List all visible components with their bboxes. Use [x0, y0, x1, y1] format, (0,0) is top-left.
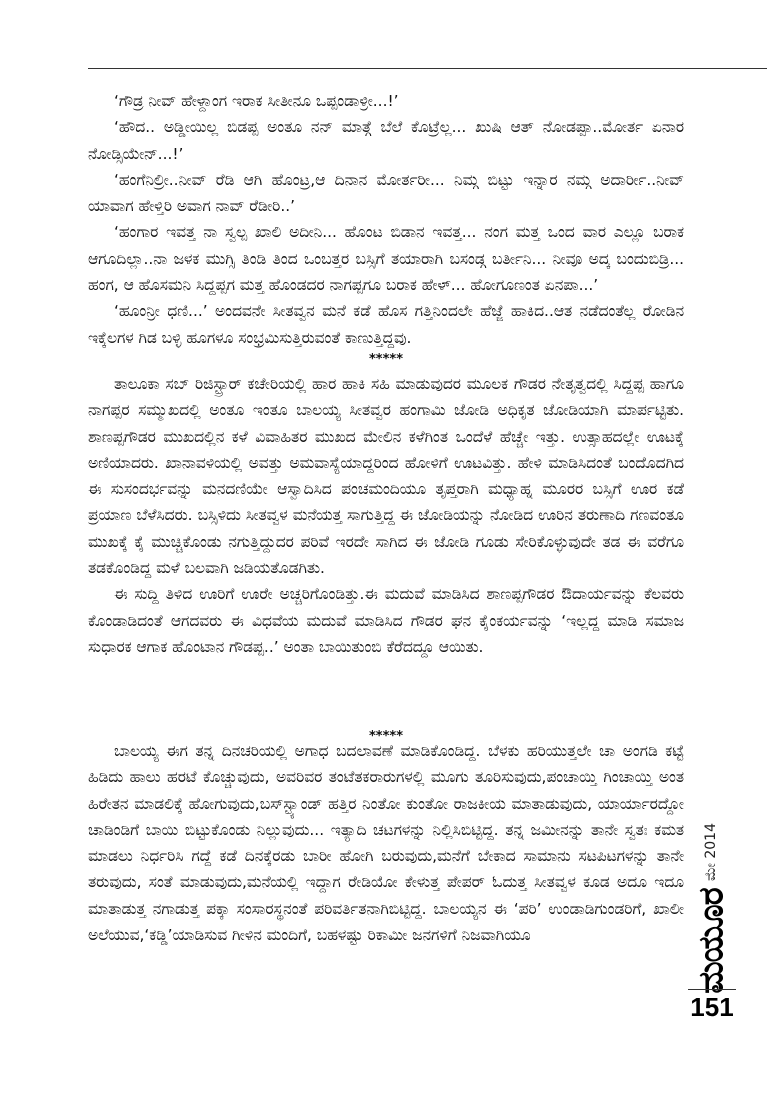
dialogue-paragraph: ‘ಹಂಗೆನಿಲ್ರೀ..ನೀವ್ ರೆಡಿ ಆಗಿ ಹೊಂಟ್ರ,ಆ ದಿನಾನ ಮೋರ್ತರೀ... ನಿಮ್ಗ ಬಿಟ್ಟು ಇನ್ನಾರ ನಮ್ಗ ಅದಾರ್ರೀ..ನೀವ್ ಯಾವಾಗ ಹೇಳ್ತಿರಿ ಅವಾಗ ನಾವ್ ರೆಡೀರಿ..’ — [88, 170, 684, 216]
body-paragraph: ಬಾಲಯ್ಯ ಈಗ ತನ್ನ ದಿನಚರಿಯಲ್ಲಿ ಅಗಾಧ ಬದಲಾವಣೆ ಮಾಡಿಕೊಂಡಿದ್ದ. ಬೆಳಕು ಹರಿಯುತ್ತಲೇ ಚಾ ಅಂಗಡಿ ಕಟ್ಟೆ ಹಿಡಿದು ಹಾಲು ಹರಟೆ ಕೊಚ್ಚುವುದು, ಅವರಿವರ ತಂಟೆತಕರಾರುಗಳಲ್ಲಿ ಮೂಗು ತೂರಿಸುವುದು,ಪಂಚಾಯ್ತಿ ಗಿಂಚಾಯ್ತಿ ಅಂತ ಹಿರೇತನ ಮಾಡಲಿಕ್ಕೆ ಹೋಗುವುದು,ಬಸ್‌ಸ್ಟ್ಯಾಂಡ್ ಹತ್ತಿರ ನಿಂತೋ ಕುಂತೋ ರಾಜಕೀಯ ಮಾತಾಡುವುದು, ಯಾರ್ಯಾರದ್ದೋ ಚಾಡಿಂಡಿಗೆ ಬಾಯಿ ಬಿಟ್ಟುಕೊಂಡು ನಿಲ್ಲುವುದು... ಇತ್ಯಾದಿ ಚಟಗಳನ್ನು ನಿಲ್ಲಿಸಿಬಿಟ್ಟಿದ್ದ. ತನ್ನ ಜಮೀನನ್ನು ತಾನೇ ಸ್ವತಃ ಕಮತ ಮಾಡಲು ನಿರ್ಧರಿಸಿ ಗದ್ದೆ ಕಡೆ ದಿನಕ್ಕೆರಡು ಬಾರೀ ಹೋಗಿ ಬರುವುದು,ಮನೆಗೆ ಬೇಕಾದ ಸಾಮಾನು ಸಟಪಿಟಗಳನ್ನು ತಾನೇ ತರುವುದು, ಸಂತೆ ಮಾಡುವುದು,ಮನೆಯಲ್ಲಿ ಇದ್ದಾಗ ರೇಡಿಯೋ ಕೇಳುತ್ತ ಪೇಪರ್ ಓದುತ್ತ ಸೀತವ್ವಳ ಕೂಡ ಅದೂ ಇದೂ ಮಾತಾಡುತ್ತ ನಗಾಡುತ್ತ ಪಕ್ಕಾ ಸಂಸಾರಸ್ಥನಂತೆ ಪರಿವರ್ತಿತನಾಗಿಬಿಟ್ಟಿದ್ದ. ಬಾಲಯ್ಯನ ಈ ‘ಪರಿ’ ಉಂಡಾಡಿಗುಂಡರಿಗೆ, ಖಾಲೀ ಅಲೆಯುವ,‘ಕಡ್ಡಿ’ಯಾಡಿಸುವ ಗೀಳಿನ ಮಂದಿಗೆ, ಬಹಳಷ್ಟು ರಿಕಾಮೀ ಜನಗಳಿಗೆ ನಿಜವಾಗಿಯೂ — [88, 742, 684, 945]
dialogue-paragraph: ‘ಹೂಂನ್ರೀ ಧಣಿ...’ ಅಂದವನೇ ಸೀತವ್ವನ ಮನೆ ಕಡೆ ಹೊಸ ಗತ್ತಿನಿಂದಲೇ ಹೆಜ್ಜೆ ಹಾಕಿದ..ಆತ ನಡೆದಂತೆಲ್ಲ ರೋಡಿನ ಇಕ್ಕೆಲಗಳ ಗಿಡ ಬಳ್ಳಿ ಹೂಗಳೂ ಸಂಭ್ರಮಿಸುತ್ತಿರುವಂತೆ ಕಾಣುತ್ತಿದ್ದವು. — [88, 302, 684, 347]
body-paragraph: ತಾಲೂಕಾ ಸಬ್ ರಿಜಿಸ್ಟ್ರಾರ್ ಕಚೇರಿಯಲ್ಲಿ ಹಾರ ಹಾಕಿ ಸಹಿ ಮಾಡುವುದರ ಮೂಲಕ ಗೌಡರ ನೇತೃತ್ವದಲ್ಲಿ ಸಿದ್ದಪ್ಪ ಹಾಗೂ ನಾಗಪ್ಪರ ಸಮ್ಮುಖದಲ್ಲಿ ಅಂತೂ ಇಂತೂ ಬಾಲಯ್ಯ ಸೀತವ್ವರ ಹಂಗಾಮಿ ಜೋಡಿ ಅಧಿಕೃತ ಜೋಡಿಯಾಗಿ ಮಾರ್ಪಟ್ಟಿತು. ಶಾಣಪ್ಪಗೌಡರ ಮುಖದಲ್ಲಿನ ಕಳೆ ವಿವಾಹಿತರ ಮುಖದ ಮೇಲಿನ ಕಳೆಗಿಂತ ಒಂದೆಳೆ ಹೆಚ್ಚೇ ಇತ್ತು. ಉತ್ಸಾಹದಲ್ಲೇ ಊಟಕ್ಕೆ ಅಣಿಯಾದರು. ಖಾನಾವಳಿಯಲ್ಲಿ ಅವತ್ತು ಅಮವಾಸ್ಯೆಯಾದ್ದರಿಂದ ಹೋಳಿಗೆ ಊಟವಿತ್ತು. ಹೇಳಿ ಮಾಡಿಸಿದಂತೆ ಬಂದೊದಗಿದ ಈ ಸುಸಂದರ್ಭವನ್ನು ಮನದಣಿಯೇ ಆಸ್ವಾದಿಸಿದ ಪಂಚಮಂದಿಯೂ ತೃಪ್ತರಾಗಿ ಮಧ್ಯಾಹ್ನ ಮೂರರ ಬಸ್ಸಿಗೆ ಊರ ಕಡೆ ಪ್ರಯಾಣ ಬೆಳೆಸಿದರು. ಬಸ್ಸಿಳಿದು ಸೀತವ್ವಳ ಮನೆಯತ್ತ ಸಾಗುತ್ತಿದ್ದ ಈ ಜೋಡಿಯನ್ನು ನೋಡಿದ ಊರಿನ ತರುಣಾದಿ ಗಣವಂತೂ ಮುಖಕ್ಕೆ ಕೈ ಮುಚ್ಚಿಕೊಂಡು ನಗುತ್ತಿದ್ದುದರ ಪರಿವೆ ಇರದೇ ಸಾಗಿದ ಈ ಜೋಡಿ ಗೂಡು ಸೇರಿಕೊಳ್ಳುವುದೇ ತಡ ಈ ವರೆಗೂ ತಡಕೊಂಡಿದ್ದ ಮಳೆ ಬಲವಾಗಿ ಜಡಿಯತೊಡಗಿತು. — [88, 374, 684, 578]
magazine-logo-text: ಮಯೂರ — [692, 888, 732, 994]
page-number-rule — [688, 989, 736, 990]
page-number: 151 — [690, 992, 734, 1022]
dialogue-paragraph: ‘ಹಂಗಾರ ಇವತ್ತ ನಾ ಸ್ವಲ್ಪ ಖಾಲಿ ಅದೀನಿ... ಹೊಂಟ ಬಿಡಾನ ಇವತ್ತ... ನಂಗ ಮತ್ತ ಒಂದ ವಾರ ಎಲ್ಲೂ ಬರಾಕ ಆಗೂದಿಲ್ಲಾ..ನಾ ಜಳಕ ಮುಗ್ಸಿ ತಿಂಡಿ ತಿಂದ ಒಂಬತ್ತರ ಬಸ್ಸಿಗೆ ತಯಾರಾಗಿ ಬಸಂಡ್ಗ ಬರ್ತೀನಿ... ನೀವೂ ಅದ್ಕ ಬಂದುಬಿಡ್ರಿ... ಹಂಗ, ಆ ಹೊಸಮನಿ ಸಿದ್ದಪ್ಪಗ ಮತ್ತ ಹೊಂಡದರ ನಾಗಪ್ಪಗೂ ಬರಾಕ ಹೇಳ್... ಹೋಗೂಣಂತ ಏನಪಾ...’ — [88, 223, 684, 295]
issue-date — [690, 812, 732, 892]
issue-date-text: ಮೇ 2014 — [703, 823, 719, 881]
section-separator: ***** — [369, 729, 403, 744]
body-paragraph: ಈ ಸುದ್ದಿ ತಿಳಿದ ಊರಿಗೆ ಊರೇ ಅಚ್ಚರಿಗೊಂಡಿತ್ತು.ಈ ಮದುವೆ ಮಾಡಿಸಿದ ಶಾಣಪ್ಪಗೌಡರ ಔದಾರ್ಯವನ್ನು ಕೆಲವರು ಕೊಂಡಾಡಿದಂತೆ ಆಗದವರು ಈ ವಿಧವೆಯ ಮದುವೆ ಮಾಡಿಸಿದ ಗೌಡರ ಘನ ಕೈಂಕರ್ಯವನ್ನು ‘ಇಲ್ಲದ್ದ ಮಾಡಿ ಸಮಾಜ ಸುಧಾರಕ ಆಗಾಕ ಹೊಂಟಾನ ಗೌಡಪ್ಪ..’ ಅಂತಾ ಬಾಯಿತುಂಬಿ ಕೆರೆದದ್ದೂ ಆಯಿತು. — [88, 585, 684, 656]
dialogue-paragraph: ‘ಹೌದ.. ಅಡ್ಡೀಯಿಲ್ಲ ಬಿಡಪ್ಪ ಅಂತೂ ನನ್ ಮಾತ್ಗೆ ಬೆಲೆ ಕೊಟ್ರೆಲ್ಲ... ಖುಷಿ ಆತ್ ನೋಡಪ್ಪಾ..ಮೋರ್ತ ಏನಾರ ನೋಡ್ಸಿಯೇನ್...!’ — [88, 118, 684, 163]
dialogue-paragraph: ‘ಗೌಡ್ರ ನೀವ್ ಹೇಳ್ದಾಂಗ ಇರಾಕ ಸೀತೀನೂ ಒಪ್ಪಂಡಾಳ್ರೀ...!’ — [114, 92, 399, 110]
magazine-logo — [690, 888, 734, 994]
article-upper-section — [88, 88, 684, 660]
top-rule — [88, 68, 767, 69]
section-separator: ***** — [369, 351, 403, 367]
article-lower-section — [88, 738, 684, 948]
